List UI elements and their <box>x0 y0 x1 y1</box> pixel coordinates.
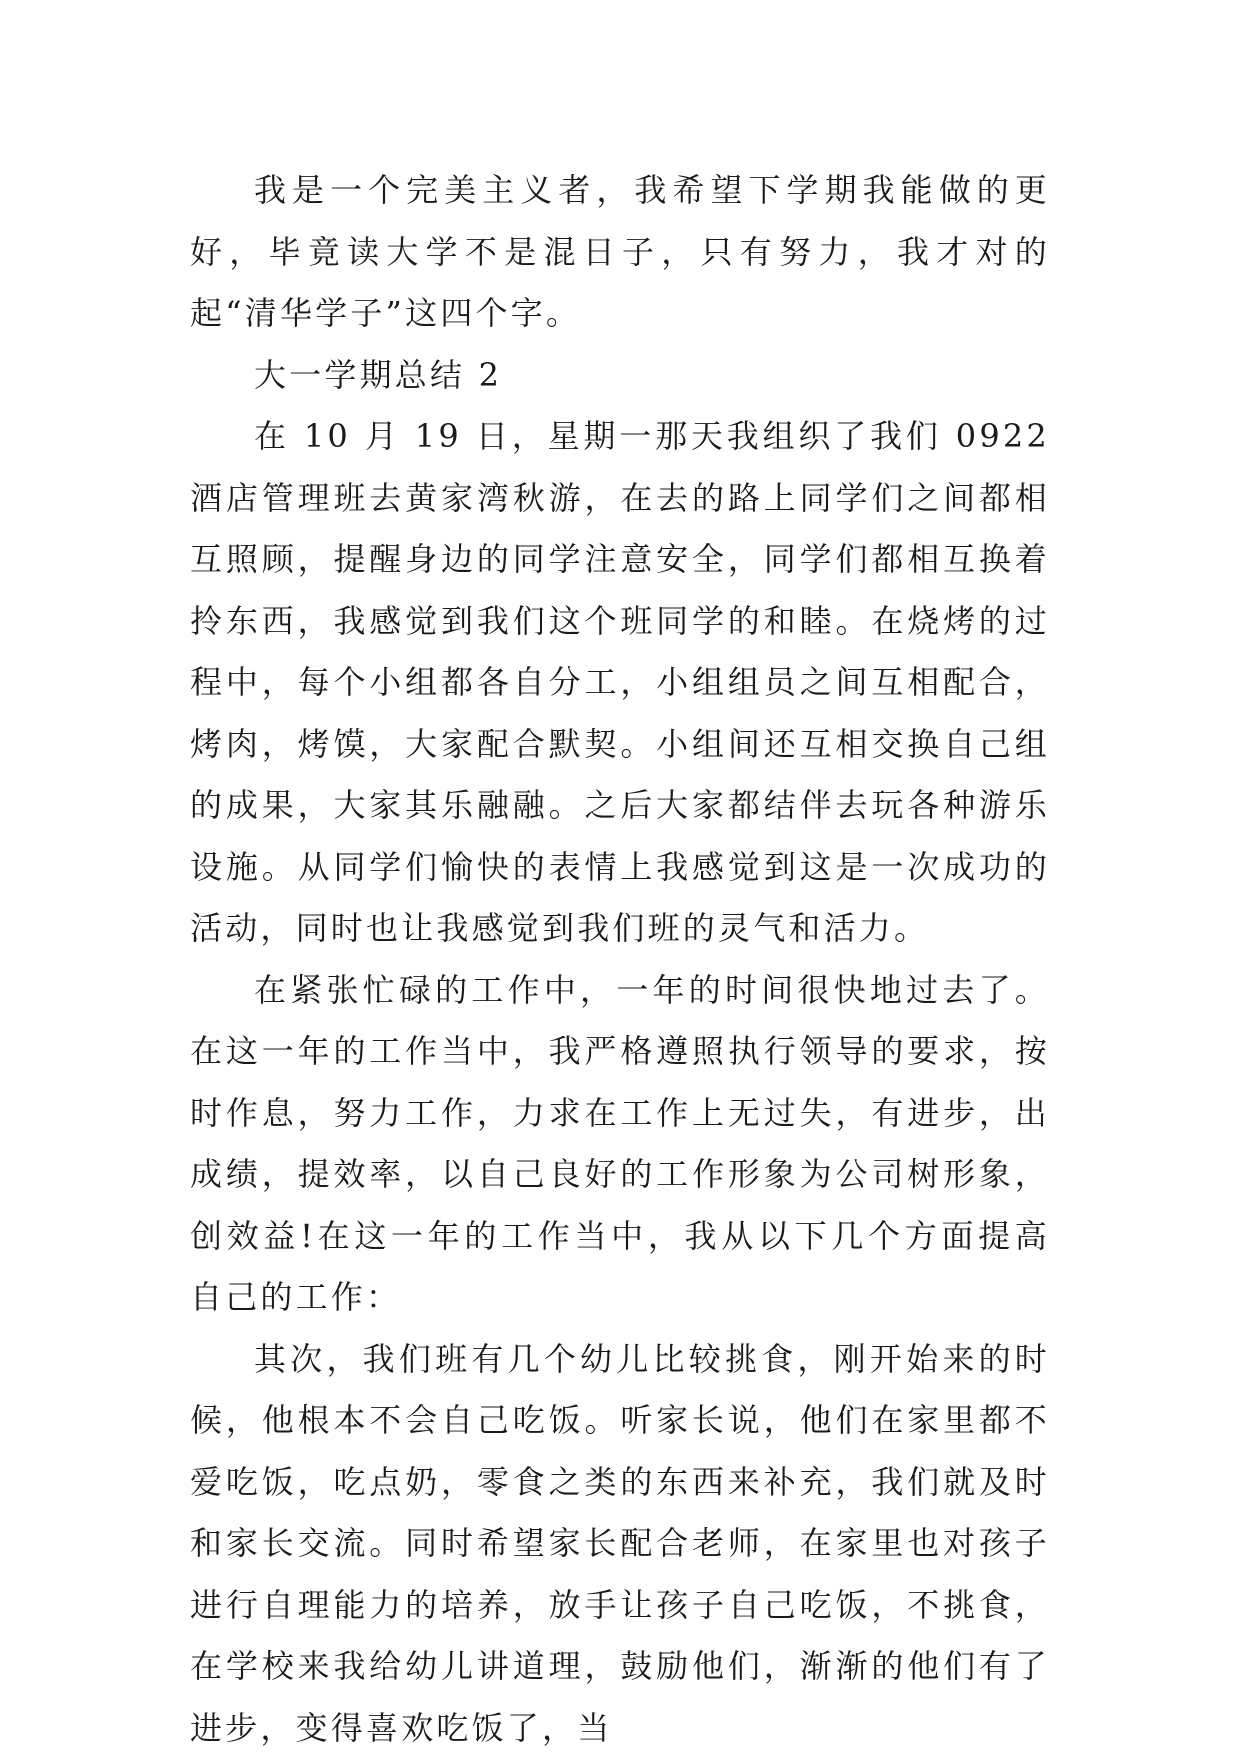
section-heading: 大一学期总结 2 <box>190 345 1050 407</box>
paragraph-intro-conclusion: 我是一个完美主义者，我希望下学期我能做的更好，毕竟读大学不是混日子，只有努力，我才对的起“清华学子”这四个字。 <box>190 160 1050 345</box>
paragraph-picky-eaters: 其次，我们班有几个幼儿比较挑食，刚开始来的时候，他根本不会自己吃饭。听家长说，他们在家里都不爱吃饭，吃点奶，零食之类的东西来补充，我们就及时和家长交流。同时希望家长配合老师，在家里也对孩子进行自理能力的培养，放手让孩子自己吃饭，不挑食，在学校来我给幼儿讲道理，鼓励他们，渐渐的他们有了进步，变得喜欢吃饭了，当 <box>190 1329 1050 1759</box>
paragraph-autumn-trip: 在 10 月 19 日，星期一那天我组织了我们 0922 酒店管理班去黄家湾秋游，在去的路上同学们之间都相互照顾，提醒身边的同学注意安全，同学们都相互换着拎东西，我感觉到我们这个班同学的和睦。在烧烤的过程中，每个小组都各自分工，小组组员之间互相配合，烤肉，烤馍，大家配合默契。小组间还互相交换自己组的成果，大家其乐融融。之后大家都结伴去玩各种游乐设施。从同学们愉快的表情上我感觉到这是一次成功的活动，同时也让我感觉到我们班的灵气和活力。 <box>190 406 1050 960</box>
document-body <box>190 160 1050 1759</box>
paragraph-work-year: 在紧张忙碌的工作中，一年的时间很快地过去了。在这一年的工作当中，我严格遵照执行领导的要求，按时作息，努力工作，力求在工作上无过失，有进步，出成绩，提效率，以自己良好的工作形象为公司树形象，创效益!在这一年的工作当中，我从以下几个方面提高自己的工作： <box>190 960 1050 1329</box>
